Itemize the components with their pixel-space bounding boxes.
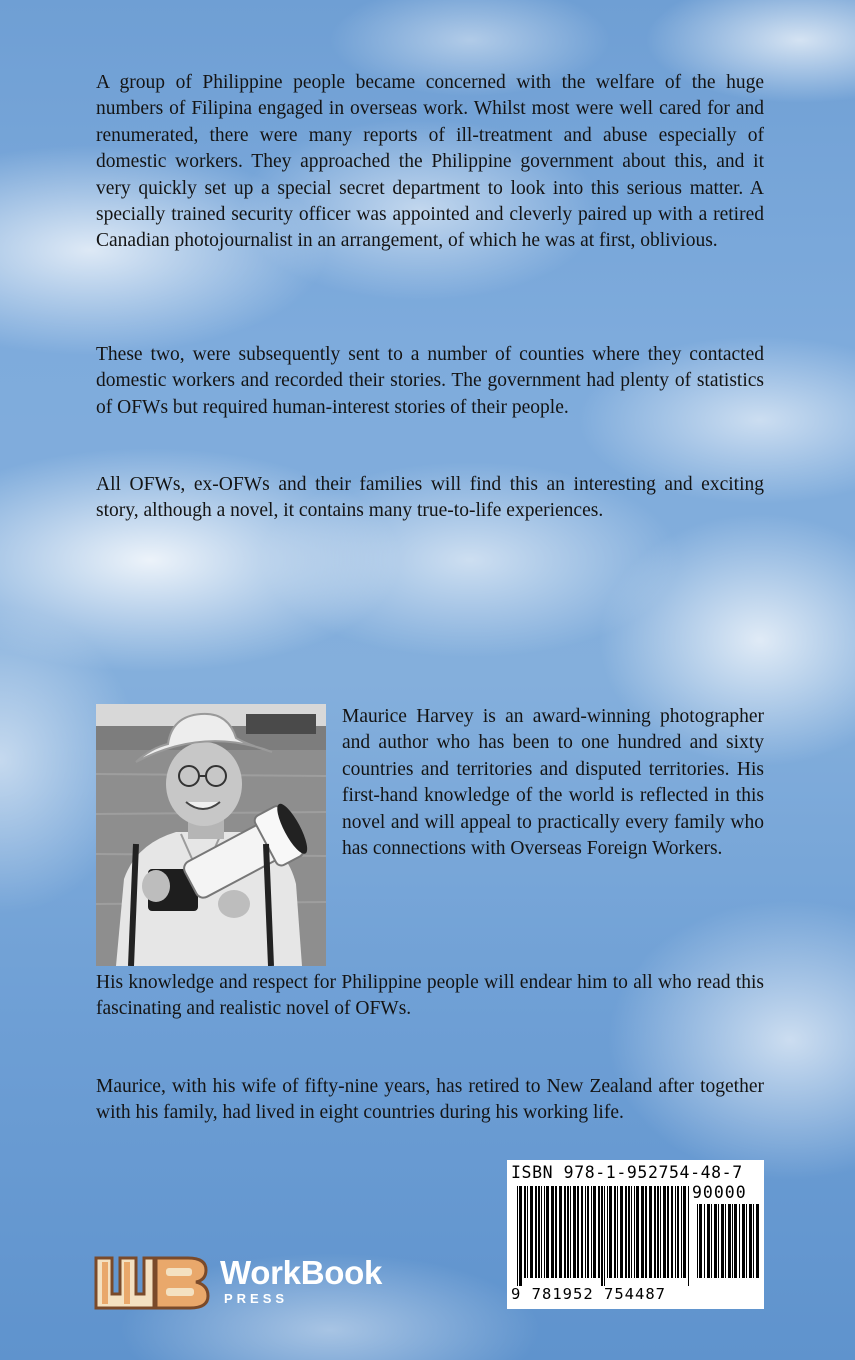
- ean-digits: 9 781952 754487: [511, 1285, 666, 1303]
- publisher-name: WorkBook: [220, 1254, 383, 1291]
- workbook-logo-icon: [92, 1254, 210, 1312]
- blurb-paragraph-1: A group of Philippine people became concerned with the welfare of the huge numbers of Filipina engaged in overseas work. Whilst most were well cared for and renumerated, there were many reports of ill-treatment and abuse especially of domestic workers. They approached the Philippine government about this, and it very quickly set up a special secret department to look into this serious matter. A specially trained security officer was appointed and cleverly paired up with a retired Canadian photojournalist in an arrangement, of which he was at first, oblivious.: [96, 72, 764, 252]
- addon-barcode-bars: [697, 1204, 759, 1286]
- author-bio-paragraph-3: Maurice, with his wife of fifty-nine years, has retired to New Zealand after together with his family, had lived in eight countries during his working life.: [96, 1076, 764, 1124]
- isbn-barcode: [507, 1160, 764, 1309]
- isbn-number: ISBN 978-1-952754-48-7: [511, 1163, 743, 1182]
- author-bio-paragraph-1: Maurice Harvey is an award-winning photographer and author who has been to one hundred and sixty countries and territories and disputed territories. His first-hand knowledge of the world is reflected in this novel and will appeal to practically every family who has connections with Overseas Foreign Workers.: [342, 706, 764, 860]
- ean-barcode-bars: [517, 1186, 689, 1286]
- blurb-paragraph-3: All OFWs, ex-OFWs and their families will find this an interesting and exciting story, although a novel, it contains many true-to-life experiences.: [96, 474, 764, 522]
- author-photo: [96, 704, 326, 966]
- publisher-logo: [92, 1254, 422, 1312]
- price-code: 90000: [692, 1183, 747, 1202]
- blurb-paragraph-2: These two, were subsequently sent to a number of counties where they contacted domestic workers and recorded their stories. The government had plenty of statistics of OFWs but required human-interest stories of their people.: [96, 344, 764, 418]
- publisher-subtitle: PRESS: [224, 1291, 289, 1306]
- author-bio-paragraph-2: His knowledge and respect for Philippine people will endear him to all who read this fascinating and realistic novel of OFWs.: [96, 972, 764, 1020]
